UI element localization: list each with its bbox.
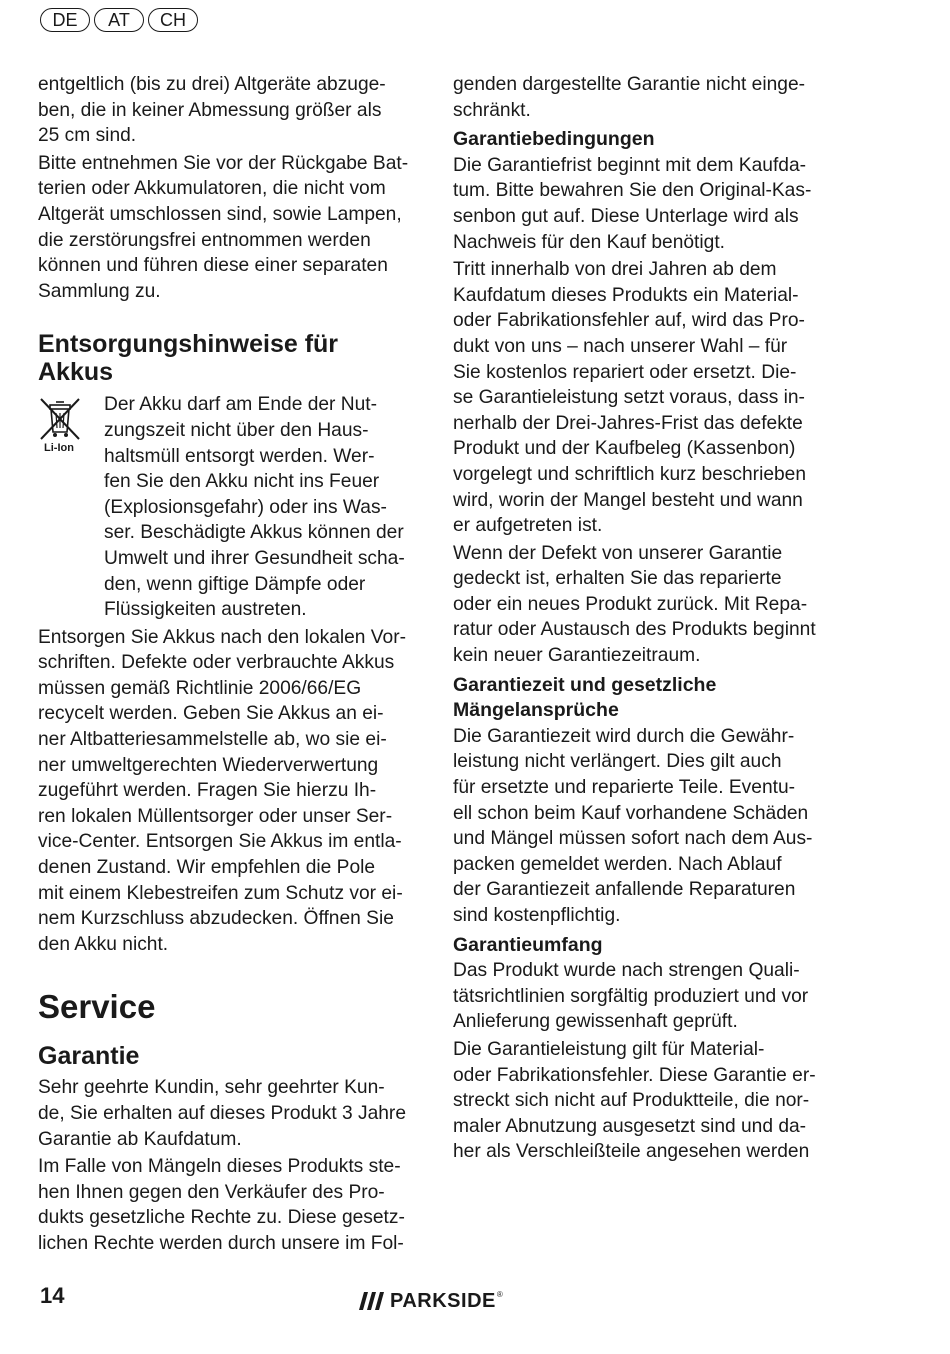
paragraph-drei-jahre: Tritt innerhalb von drei Jahren ab dem Kaufdatum dieses Produkts ein Material- oder Fabrikationsfehler auf, wird das Pro- dukt von uns – nach unserer Wahl – für Sie kostenlos repariert oder ersetzt. Die- se Garantieleistung setzt voraus, dass in- nerhalb der Drei-Jahres-Frist das defekte Produkt und der Kaufbeleg (Kassenbon) vorgelegt und schriftlich kurz beschrieben wird, worin der Mangel besteht und wann er aufgetreten ist. bbox=[453, 259, 807, 537]
page-number: 14 bbox=[40, 1283, 65, 1308]
parkside-logo bbox=[358, 1290, 503, 1312]
akku-disposal-block bbox=[38, 392, 418, 624]
logo-slashes-icon bbox=[358, 1290, 386, 1312]
registered-mark: ® bbox=[496, 1290, 503, 1299]
heading-entsorgungshinweise: Entsorgungshinweise für Akkus bbox=[38, 330, 339, 387]
right-column bbox=[453, 72, 833, 1167]
paragraph-defekt-gedeckt: Wenn der Defekt von unserer Garantie gedeckt ist, erhalten Sie das reparierte oder ein neues Produkt zurück. Mit Repa- ratur oder Austausch des Produkts beginnt kein neuer Garantiezeitraum. bbox=[453, 542, 816, 667]
language-badge-de: DE bbox=[40, 8, 90, 32]
paragraph-altgeraete: entgeltlich (bis zu drei) Altgeräte abzuge- ben, die in keiner Abmessung größer als 25 cm sind. bbox=[38, 74, 386, 147]
paragraph-garantie-nicht-eingeschraenkt: genden dargestellte Garantie nicht einge- schränkt. bbox=[453, 74, 806, 121]
left-column bbox=[38, 72, 418, 1259]
brand-name: PARKSIDE bbox=[390, 1290, 496, 1312]
heading-garantiebedingungen: Garantiebedingungen bbox=[453, 128, 655, 151]
paragraph-qualitaet: Das Produkt wurde nach strengen Quali- tätsrichtlinien sorgfältig produziert und vor Anlieferung gewissenhaft geprüft. bbox=[453, 960, 809, 1033]
paragraph-akkus-entsorgen: Entsorgen Sie Akkus nach den lokalen Vor- schriften. Defekte oder verbrauchte Akkus müssen gemäß Richtlinie 2006/66/EG recycelt werden. Geben Sie Akkus an ei- ner Altbatteriesammelstelle ab, wo sie ei- ner umweltgerechten Wiederverwertung zugeführt werden. Fragen Sie hierzu Ih- ren lokalen Müllentsorger oder unser Ser- vice-Center. Entsorgen Sie Akkus im entla- denen Zustand. Wir empfehlen die Pole mit einem Klebestreifen zum Schutz vor ei- nem Kurzschluss abzudecken. Öffnen Sie den Akku nicht. bbox=[38, 626, 406, 955]
language-badge-ch: CH bbox=[148, 8, 198, 32]
language-badge-at: AT bbox=[94, 8, 144, 32]
paragraph-akku-hausmuell: Der Akku darf am Ende der Nut- zungszeit nicht über den Haus- haltsmüll entsorgt werden. Wer- fen Sie den Akku nicht ins Feuer (Explosionsgefahr) oder ins Was- ser. Beschädigte Akkus können der Umwelt und ihrer Gesundheit scha- den, wenn giftige Dämpfe oder Flüssigkeiten austreten. bbox=[104, 394, 405, 621]
heading-service: Service bbox=[38, 988, 156, 1026]
heading-garantieumfang: Garantieumfang bbox=[453, 933, 603, 956]
paragraph-batterien-entnehmen: Bitte entnehmen Sie vor der Rückgabe Bat- terien oder Akkumulatoren, die nicht vom Altgerät umschlossen sind, sowie Lampen, die zerstörungsfrei entnommen werden können und führen diese einer separaten Sammlung zu. bbox=[38, 152, 409, 302]
heading-garantiezeit: Garantiezeit und gesetzliche Mängelansprüche bbox=[453, 673, 717, 722]
crossed-out-bin-icon bbox=[38, 396, 82, 442]
heading-garantie: Garantie bbox=[38, 1042, 140, 1071]
paragraph-garantiefrist: Die Garantiefrist beginnt mit dem Kaufda- tum. Bitte bewahren Sie den Original-Kas- senbon gut auf. Diese Unterlage wird als Nachweis für den Kauf benötigt. bbox=[453, 154, 812, 253]
language-badges bbox=[40, 8, 198, 32]
paragraph-garantieleistung: Die Garantieleistung gilt für Material- oder Fabrikationsfehler. Diese Garantie er- streckt sich nicht auf Produktteile, die nor- maler Abnutzung ausgesetzt sind und da- her als Verschleißteile angesehen werden bbox=[453, 1038, 816, 1163]
li-ion-label: Li-Ion bbox=[44, 442, 74, 455]
paragraph-gewaehrleistung: Die Garantiezeit wird durch die Gewähr- leistung nicht verlängert. Dies gilt auch für ersetzte und reparierte Teile. Eventu- ell schon beim Kauf vorhandene Schäden und Mängel müssen sofort nach dem Aus- packen gemeldet werden. Nach Ablauf der Garantiezeit anfallende Reparaturen sind kostenpflichtig. bbox=[453, 725, 813, 926]
paragraph-maengel: Im Falle von Mängeln dieses Produkts ste- hen Ihnen gegen den Verkäufer des Pro- dukts gesetzliche Rechte zu. Diese gesetz- lichen Rechte werden durch unsere im Fol- bbox=[38, 1156, 405, 1254]
akku-icon-group bbox=[38, 392, 104, 624]
paragraph-anrede: Sehr geehrte Kundin, sehr geehrter Kun- de, Sie erhalten auf dieses Produkt 3 Jahre Garantie ab Kaufdatum. bbox=[38, 1077, 406, 1150]
